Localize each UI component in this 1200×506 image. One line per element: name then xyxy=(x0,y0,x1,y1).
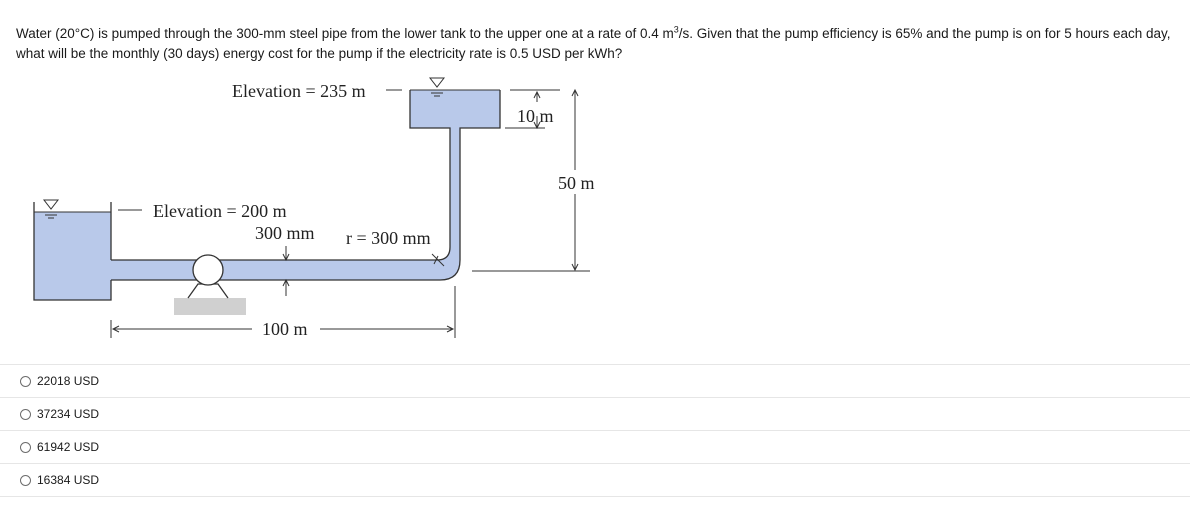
question-text xyxy=(16,24,1191,64)
option-2[interactable] xyxy=(0,398,1190,431)
lower-tank-water xyxy=(34,90,500,300)
answer-options xyxy=(0,364,1190,497)
radio-button[interactable] xyxy=(20,409,31,420)
upper-depth-label: 10 m xyxy=(517,106,554,126)
pipe-diameter-label: 300 mm xyxy=(255,223,315,243)
pump-system-diagram xyxy=(0,70,620,350)
option-label: 16384 USD xyxy=(37,473,100,487)
option-3[interactable] xyxy=(0,431,1190,464)
radio-button[interactable] xyxy=(20,376,31,387)
bend-radius-label: r = 300 mm xyxy=(346,228,431,248)
option-label: 37234 USD xyxy=(37,407,100,421)
radio-button[interactable] xyxy=(20,475,31,486)
radio-button[interactable] xyxy=(20,442,31,453)
option-1[interactable] xyxy=(0,364,1190,398)
option-label: 22018 USD xyxy=(37,374,100,388)
upper-elevation-label: Elevation = 235 m xyxy=(232,81,366,101)
question-text-part2: /s. Given that the pump efficiency is 65% and the pump is on for 5 hours each day, what will be the monthly (30 days) energy cost for the pump if the electricity rate is 0.5 USD per kWh? xyxy=(16,26,1171,61)
lower-water-level-icon xyxy=(44,200,58,209)
option-label: 61942 USD xyxy=(37,440,100,454)
height-difference-label: 50 m xyxy=(558,173,595,193)
pipe-length-label: 100 m xyxy=(262,319,308,339)
lower-elevation-label: Elevation = 200 m xyxy=(153,201,287,221)
question-superscript: 3 xyxy=(673,24,679,35)
question-text-part1: Water (20°C) is pumped through the 300-mm steel pipe from the lower tank to the upper one at a rate of 0.4 m xyxy=(16,26,674,41)
upper-water-level-icon xyxy=(430,78,444,87)
option-4[interactable] xyxy=(0,464,1190,497)
